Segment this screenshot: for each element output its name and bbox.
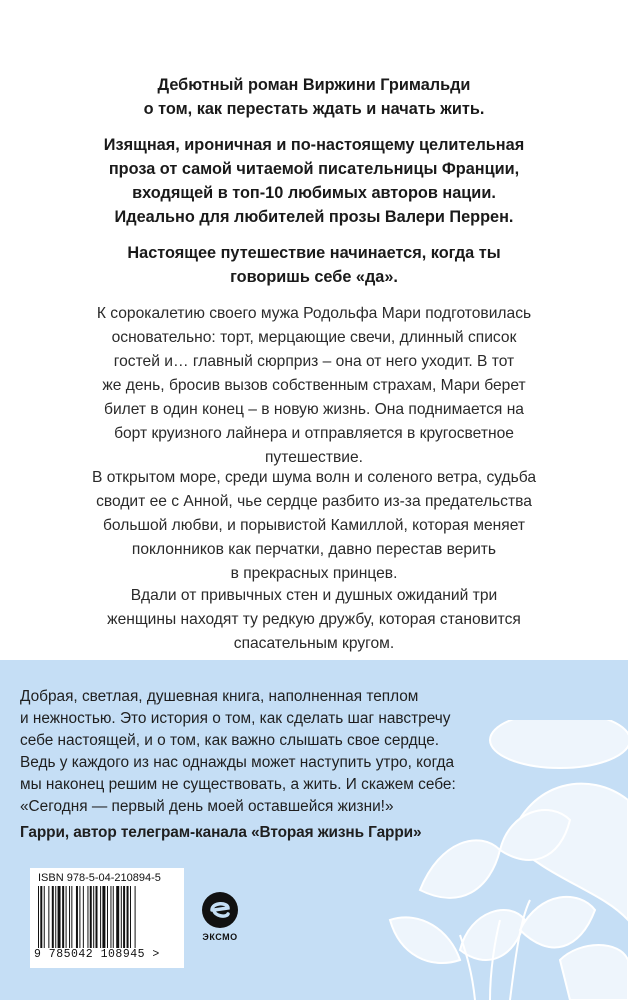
highlight-block <box>60 133 568 229</box>
highlight-line: Изящная, ироничная и по-настоящему целительная <box>103 136 525 154</box>
synopsis-line: поклонников как перчатки, давно перестав верить <box>131 541 497 558</box>
barcode-icon <box>38 886 176 948</box>
review-line: мы наконец решим не существовать, а жить. И скажем себе: <box>20 776 456 793</box>
synopsis-paragraph-1 <box>55 302 573 470</box>
synopsis-paragraph-3 <box>55 584 573 656</box>
synopsis-line: К сорокалетию своего мужа Родольфа Мари подготовилась <box>96 305 532 322</box>
synopsis-line: в прекрасных принцев. <box>230 565 398 582</box>
tagline-line: Настоящее путешествие начинается, когда ты <box>127 244 501 262</box>
highlight-line: входящей в топ-10 любимых авторов нации. <box>132 184 496 202</box>
synopsis-line: билет в один конец – в новую жизнь. Она поднимается на <box>104 401 524 418</box>
synopsis-line: Вдали от привычных стен и душных ожиданий три <box>130 587 498 604</box>
synopsis-paragraph-2 <box>55 466 573 586</box>
barcode-block <box>30 868 184 968</box>
isbn-label: ISBN 978-5-04-210894-5 <box>38 872 161 884</box>
review-quote <box>20 686 490 818</box>
synopsis-line: борт круизного лайнера и отправляется в кругосветное <box>114 425 514 442</box>
synopsis-line: большой любви, и порывистой Камиллой, которая меняет <box>102 517 526 534</box>
highlight-line: Идеально для любителей прозы Валери Перрен. <box>114 208 514 226</box>
review-line: и нежностью. Это история о том, как сделать шаг навстречу <box>20 710 451 727</box>
synopsis-line: гостей и… главный сюрприз – она от него уходит. В тот <box>113 353 515 370</box>
review-line: «Сегодня — первый день моей оставшейся жизни!» <box>20 798 394 815</box>
barcode-number: 9 785042 108945 > <box>34 948 160 961</box>
synopsis-line: же день, бросив вызов собственным страхам, Мари берет <box>102 377 526 394</box>
synopsis-line: спасательным кругом. <box>233 635 395 652</box>
publisher-name: ЭКСМО <box>202 932 238 942</box>
tagline <box>60 241 568 289</box>
highlight-line: проза от самой читаемой писательницы Франции, <box>108 160 520 178</box>
intro-line: о том, как перестать ждать и начать жить. <box>143 100 485 118</box>
review-line: себе настоящей, и о том, как важно слышать свое сердце. <box>20 732 440 749</box>
tagline-line: говоришь себе «да». <box>230 268 398 286</box>
eksmo-logo-icon <box>200 890 240 930</box>
synopsis-line: сводит ее с Анной, чье сердце разбито из-за предательства <box>96 493 532 510</box>
intro-heading <box>60 73 568 121</box>
synopsis-line: основательно: торт, мерцающие свечи, длинный список <box>111 329 517 346</box>
synopsis-line: женщины находят ту редкую дружбу, которая становится <box>107 611 521 628</box>
review-line: Добрая, светлая, душевная книга, наполненная теплом <box>20 688 419 705</box>
synopsis-line: В открытом море, среди шума волн и соленого ветра, судьба <box>92 469 536 486</box>
synopsis-line: путешествие. <box>264 449 363 466</box>
intro-line: Дебютный роман Виржини Гримальди <box>157 76 471 94</box>
review-author: Гарри, автор телеграм-канала «Вторая жизнь Гарри» <box>20 824 422 841</box>
review-line: Ведь у каждого из нас однажды может наступить утро, когда <box>20 754 455 771</box>
